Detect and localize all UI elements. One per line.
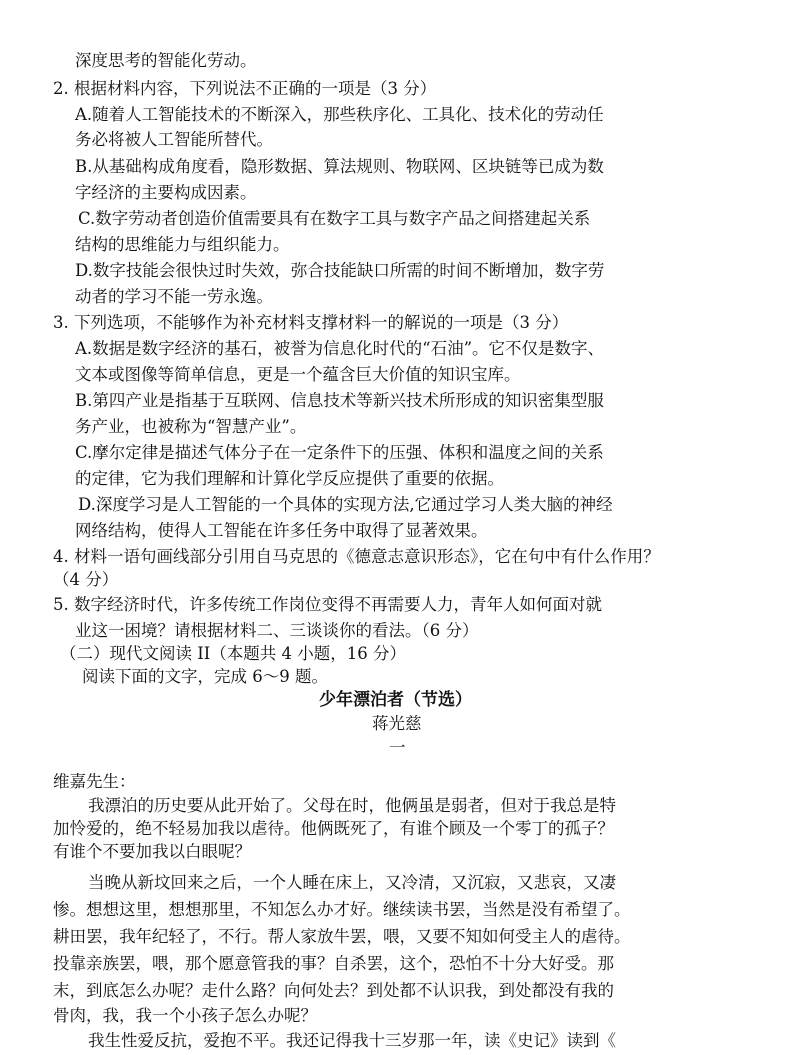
question-4-score: （4 分）	[53, 570, 119, 589]
option-d-line: 网络结构，使得人工智能在许多任务中取得了显著效果。	[75, 521, 488, 540]
option-d-line: D.深度学习是人工智能的一个具体的实现方法,它通过学习人类大脑的神经	[78, 495, 613, 514]
question-4-stem: 4. 材料一语句画线部分引用自马克思的《德意志意识形态》，它在句中有什么作用？	[53, 547, 660, 566]
paragraph-line: 我生性爱反抗，爱抱不平。我还记得我十三岁那一年，读《史记》读到《	[88, 1031, 616, 1050]
option-d-line: D.数字技能会很快过时失效，弥合技能缺口所需的时间不断增加，数字劳	[75, 261, 605, 280]
section-instruction: 阅读下面的文字，完成 6～9 题。	[82, 667, 328, 686]
option-a-line: 文本或图像等简单信息，更是一个蕴含巨大价值的知识宝库。	[75, 365, 521, 384]
option-b-line: B.第四产业是指基于互联网、信息技术等新兴技术所形成的知识密集型服	[75, 391, 604, 410]
paragraph-line: 当晚从新坟回来之后，一个人睡在床上，又冷清，又沉寂，又悲哀，又凄	[88, 873, 616, 892]
option-c-line: C.数字劳动者创造价值需要具有在数字工具与数字产品之间搭建起关系	[78, 209, 591, 228]
article-author: 蒋光慈	[372, 714, 422, 733]
option-d-line: 动者的学习不能一劳永逸。	[75, 287, 273, 306]
question-5-stem: 业这一困境？请根据材料二、三谈谈你的看法。（6 分）	[75, 621, 479, 640]
paragraph-line: 骨肉，我，我一个小孩子怎么办呢？	[53, 1006, 317, 1025]
paragraph-line: 末，到底怎么办呢？走什么路？向何处去？到处都不认识我，到处都没有我的	[53, 981, 614, 1000]
question-2-stem: 2. 根据材料内容，下列说法不正确的一项是（3 分）	[53, 79, 437, 98]
option-b-line: B.从基础构成角度看，隐形数据、算法规则、物联网、区块链等已成为数	[75, 157, 604, 176]
text-line: 深度思考的智能化劳动。	[75, 51, 257, 70]
paragraph-line: 惨。想想这里，想想那里，不知怎么办才好。继续读书罢，当然是没有希望了。	[53, 900, 631, 919]
chapter-number: 一	[389, 738, 406, 757]
article-title: 少年漂泊者（节选）	[319, 690, 472, 710]
option-c-line: 的定律，它为我们理解和计算化学反应提供了重要的依据。	[75, 469, 504, 488]
option-b-line: 务产业，也被称为“智慧产业”。	[75, 417, 307, 436]
paragraph-line: 耕田罢，我年纪轻了，不行。帮人家放牛罢，喂，又要不知如何受主人的虐待。	[53, 927, 631, 946]
letter-salutation: 维嘉先生：	[53, 772, 136, 791]
paragraph-line: 我漂泊的历史要从此开始了。父母在时，他俩虽是弱者，但对于我总是特	[88, 796, 616, 815]
question-3-stem: 3. 下列选项，不能够作为补充材料支撑材料一的解说的一项是（3 分）	[53, 313, 569, 332]
paragraph-line: 有谁个不要加我以白眼呢？	[53, 842, 251, 861]
paragraph-line: 加怜爱的，绝不轻易加我以虐待。他俩既死了，有谁个顾及一个零丁的孤子？	[53, 819, 614, 838]
paragraph-line: 投靠亲族罢，喂，那个愿意管我的事？自杀罢，这个，恐怕不十分大好受。那	[53, 954, 614, 973]
section-heading: （二）现代文阅读 II（本题共 4 小题，16 分）	[60, 644, 407, 663]
option-a-line: 务必将被人工智能所替代。	[75, 130, 273, 149]
option-b-line: 字经济的主要构成因素。	[75, 183, 257, 202]
option-a-line: A.随着人工智能技术的不断深入，那些秩序化、工具化、技术化的劳动任	[75, 105, 604, 124]
option-c-line: 结构的思维能力与组织能力。	[75, 235, 290, 254]
option-c-line: C.摩尔定律是描述气体分子在一定条件下的压强、体积和温度之间的关系	[75, 443, 604, 462]
option-a-line: A.数据是数字经济的基石，被誉为信息化时代的“石油”。它不仅是数字、	[75, 339, 605, 358]
question-5-stem: 5. 数字经济时代，许多传统工作岗位变得不再需要人力，青年人如何面对就	[53, 595, 602, 614]
